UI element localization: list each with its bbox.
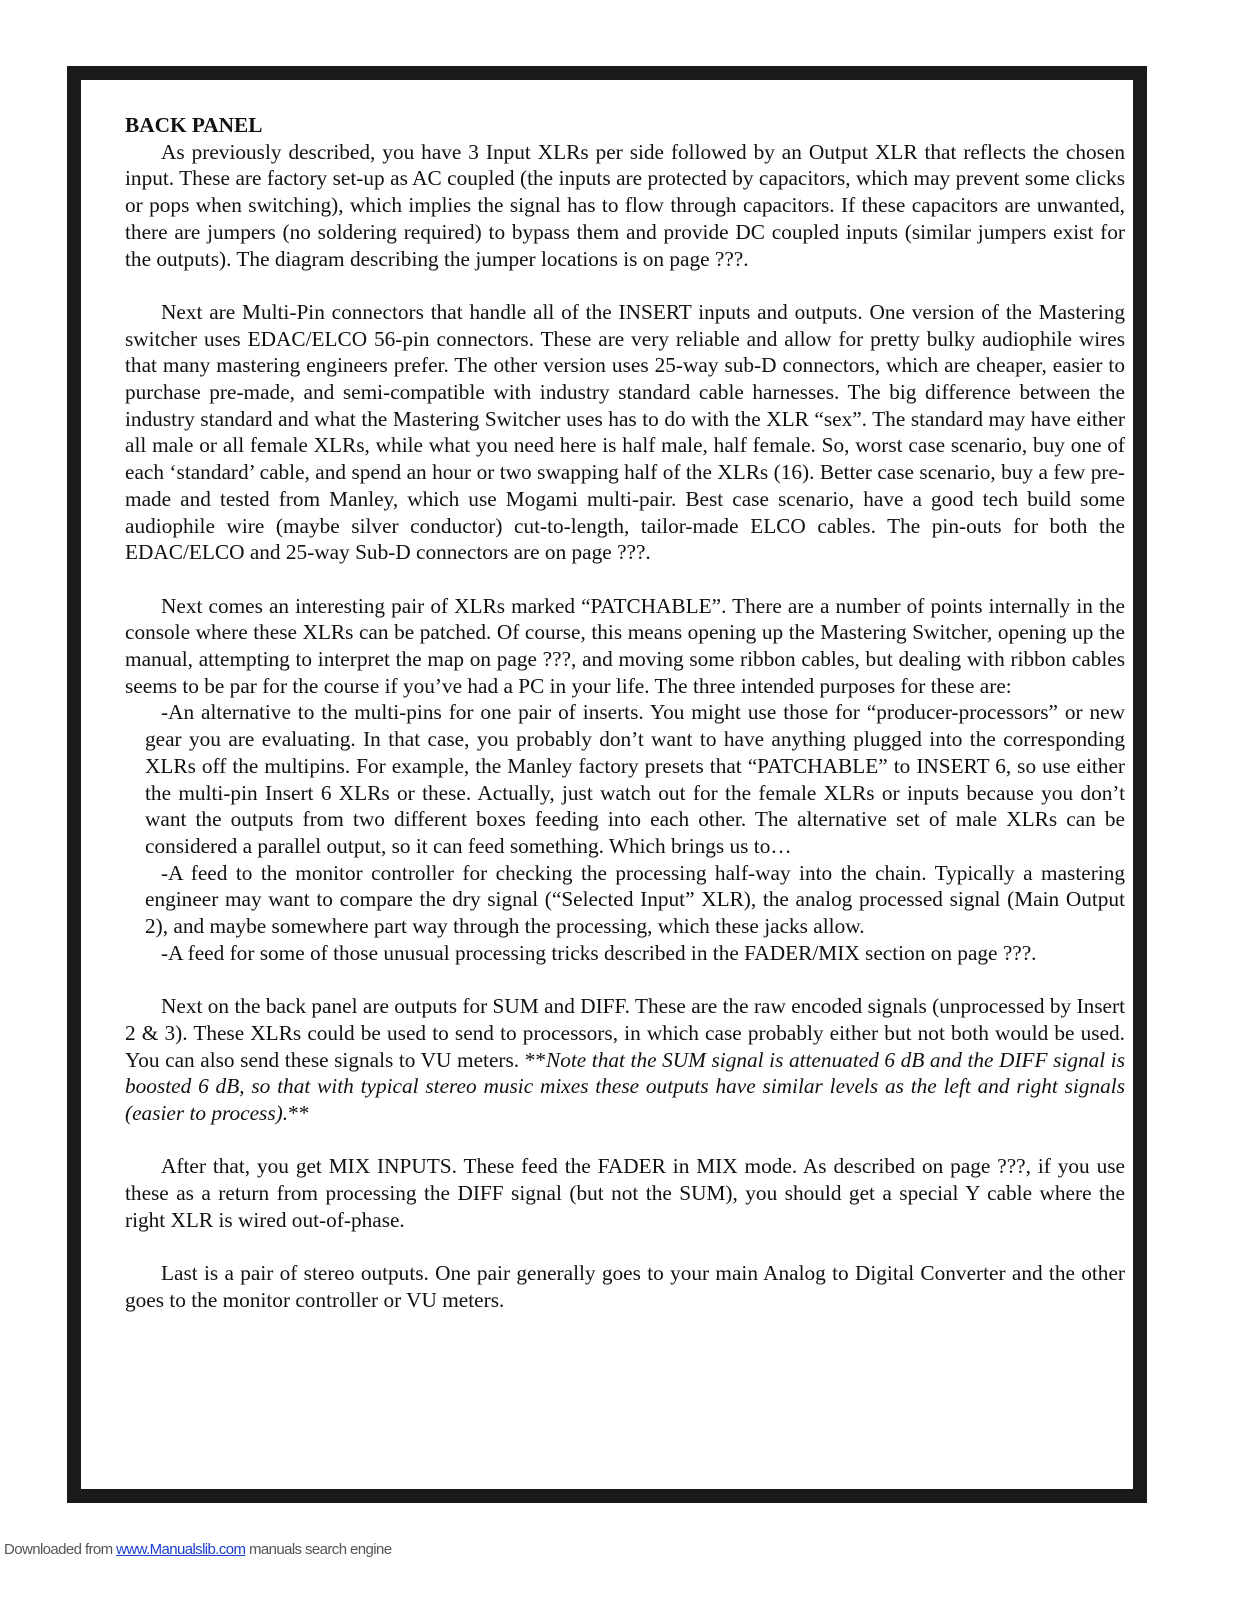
download-footer bbox=[4, 1541, 391, 1558]
bullet-item-fader-mix: -A feed for some of those unusual processing tricks described in the FADER/MIX section on page ???. bbox=[161, 940, 1037, 965]
paragraph-mix-inputs: After that, you get MIX INPUTS. These feed the FADER in MIX mode. As described on page ???, if you use these as a return from processing the DIFF signal (but not the SUM), you should get a special Y cable where the right XLR is wired out-of-phase. bbox=[125, 1154, 1125, 1232]
section-heading: BACK PANEL bbox=[125, 113, 263, 137]
bullet-item-inserts: -An alternative to the multi-pins for one pair of inserts. You might use those for “producer-processors” or new gear you are evaluating. In that case, you probably don’t want to have anything plugged into the corresponding XLRs off the multipins. For example, the Manley factory presets that “PATCHABLE” to INSERT 6, so use either the multi-pin Insert 6 XLRs or these. Actually, just watch out for the female XLRs or inputs because you don’t want the outputs from two different boxes feeding into each other. The alternative set of male XLRs can be considered a parallel output, so it can feed something. Which brings us to… bbox=[145, 700, 1125, 858]
page-border-frame bbox=[67, 66, 1147, 1503]
bullet-item-monitor-feed: -A feed to the monitor controller for checking the processing half-way into the chain. Typically a mastering engineer may want to compare the dry signal (“Selected Input” XLR), the analog processed signal (Main Output 2), and maybe somewhere part way through the processing, which these jacks allow. bbox=[145, 860, 1125, 939]
document-body bbox=[125, 112, 1125, 1340]
manualslib-link[interactable]: www.Manualslib.com bbox=[116, 1541, 246, 1558]
sum-diff-text: Next on the back panel are outputs for SUM and DIFF. These are the raw encoded signals (unprocessed by Insert 2 & 3). These XLRs could be used to send to processors, in which case probably either but not both would be used. You can also send these signals to VU meters. ** bbox=[125, 994, 1125, 1072]
paragraph-input-xlrs: As previously described, you have 3 Input XLRs per side followed by an Output XLR that reflects the chosen input. These are factory set-up as AC coupled (the inputs are protected by capacitors, which may prevent some clicks or pops when switching), which implies the signal has to flow through capacitors. If these capacitors are unwanted, there are jumpers (no soldering required) to bypass them and provide DC coupled inputs (similar jumpers exist for the outputs). The diagram describing the jumper locations is on page ???. bbox=[125, 139, 1125, 271]
paragraph-patchable: Next comes an interesting pair of XLRs marked “PATCHABLE”. There are a number of points internally in the console where these XLRs can be patched. Of course, this means opening up the Mastering Switcher, opening up the manual, attempting to interpret the map on page ???, and moving some ribbon cables, but dealing with ribbon cables seems to be par for the course if you’ve had a PC in your life. The three intended purposes for these are: bbox=[125, 593, 1125, 698]
paragraph-sum-diff bbox=[125, 993, 1125, 1127]
sum-diff-note-suffix: ** bbox=[288, 1100, 310, 1125]
paragraph-stereo-outputs: Last is a pair of stereo outputs. One pair generally goes to your main Analog to Digital Converter and the other goes to the monitor controller or VU meters. bbox=[125, 1261, 1125, 1312]
sum-diff-note: Note that the SUM signal is attenuated 6 dB and the DIFF signal is boosted 6 dB, so that with typical stereo music mixes these outputs have similar levels as the left and right signals (easier to process). bbox=[125, 1047, 1126, 1125]
footer-prefix: Downloaded from bbox=[4, 1541, 117, 1558]
paragraph-multi-pin: Next are Multi-Pin connectors that handle all of the INSERT inputs and outputs. One version of the Mastering switcher uses EDAC/ELCO 56-pin connectors. These are very reliable and allow for pretty bulky audiophile wires that many mastering engineers prefer. The other version uses 25-way sub-D connectors, which are cheaper, easier to purchase pre-made, and semi-compatible with industry standard cable harnesses. The big difference between the industry standard and what the Mastering Switcher uses has to do with the XLR “sex”. The standard may have either all male or all female XLRs, while what you need here is half male, half female. So, worst case scenario, buy one of each ‘standard’ cable, and spend an hour or two swapping half of the XLRs (16). Better case scenario, buy a few pre-made and tested from Manley, which use Mogami multi-pair. Best case scenario, have a good tech build some audiophile wire (maybe silver conductor) cut-to-length, tailor-made ELCO cables. The pin-outs for both the EDAC/ELCO and 25-way Sub-D connectors are on page ???. bbox=[125, 299, 1125, 565]
footer-suffix: manuals search engine bbox=[245, 1541, 392, 1558]
